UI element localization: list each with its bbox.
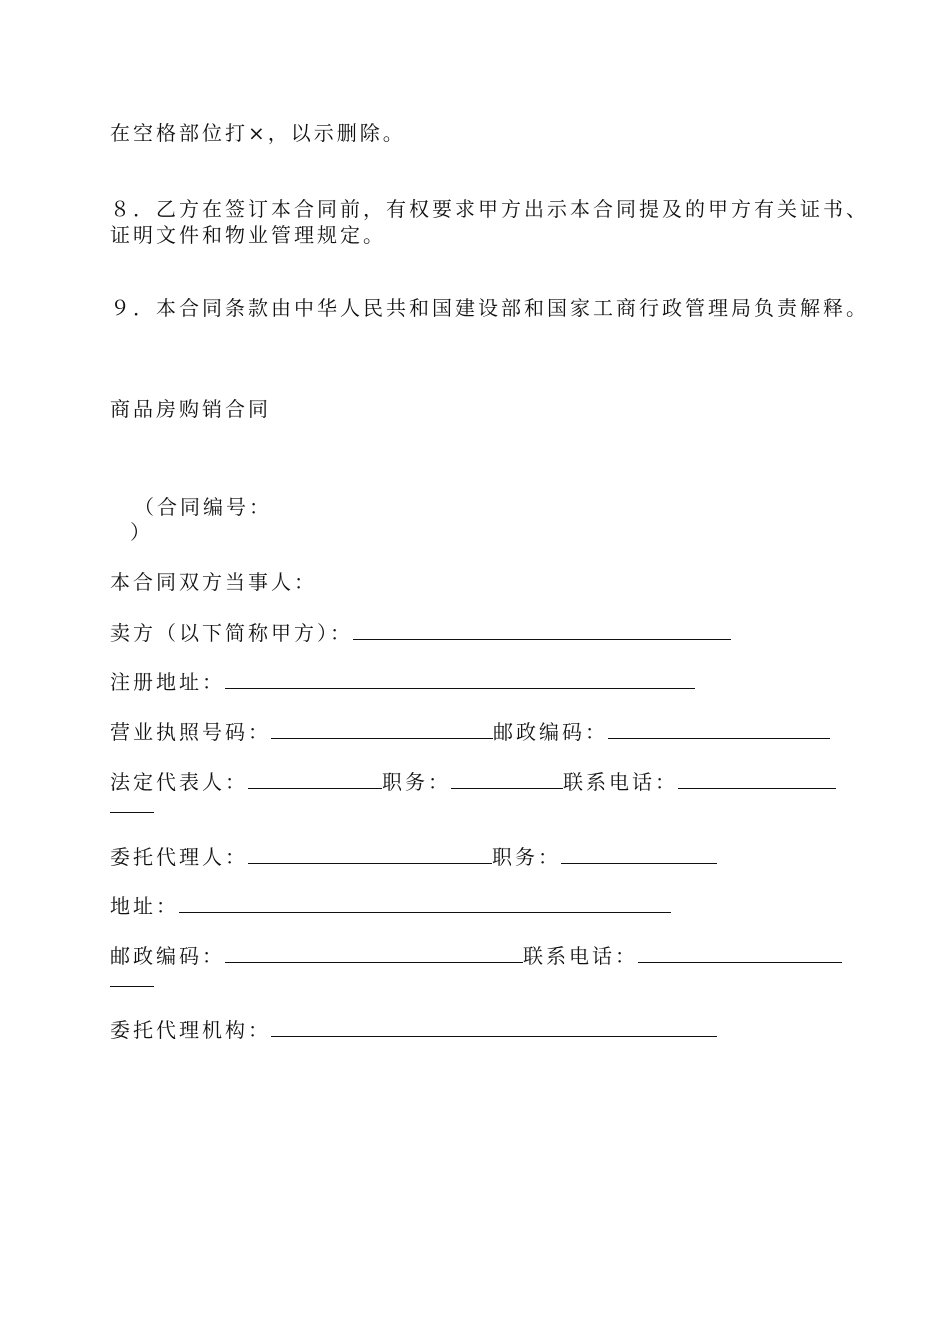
license-blank[interactable] [271,720,493,739]
postcode-label: 邮政编码： [493,720,608,744]
position-label: 职务： [382,770,451,794]
agent-position-blank[interactable] [561,845,717,864]
agency-row [110,1017,717,1043]
postcode2-label: 邮政编码： [110,944,225,968]
phone2-blank[interactable] [638,944,842,963]
contract-title: 商品房购销合同 [110,397,271,421]
phone-blank-continued[interactable] [110,812,154,813]
agent-position-label: 职务： [492,845,561,869]
parties-label: 本合同双方当事人： [110,570,317,594]
reg-address-blank[interactable] [225,670,695,689]
address-blank[interactable] [179,894,671,913]
phone2-blank-continued[interactable] [110,986,154,987]
contract-no-close: ） [130,520,153,544]
seller-blank[interactable] [353,621,731,640]
legal-rep-blank[interactable] [248,770,382,789]
agent-blank[interactable] [248,845,492,864]
item-9: ９．本合同条款由中华人民共和国建设部和国家工商行政管理局负责解释。 [110,296,869,320]
postcode2-row [110,943,842,969]
address-label: 地址： [110,894,179,918]
address-row [110,893,671,919]
legal-rep-label: 法定代表人： [110,770,248,794]
seller-label: 卖方（以下简称甲方）： [110,621,353,645]
agent-label: 委托代理人： [110,845,248,869]
contract-no-label: （合同编号： [134,495,272,519]
agency-blank[interactable] [271,1018,717,1037]
license-row [110,719,830,745]
license-label: 营业执照号码： [110,720,271,744]
postcode2-blank[interactable] [225,944,523,963]
phone-label: 联系电话： [563,770,678,794]
intro-line: 在空格部位打×，以示删除。 [110,121,406,145]
phone-blank[interactable] [678,770,836,789]
reg-address-label: 注册地址： [110,670,225,694]
postcode-blank[interactable] [608,720,830,739]
phone2-label: 联系电话： [523,944,638,968]
position-blank[interactable] [451,770,563,789]
seller-row [110,620,731,646]
item-8: ８．乙方在签订本合同前，有权要求甲方出示本合同提及的甲方有关证书、证明文件和物业管理规定。 [110,197,869,247]
reg-address-row [110,669,695,695]
agency-label: 委托代理机构： [110,1018,271,1042]
agent-row [110,844,717,870]
legal-rep-row [110,769,836,795]
